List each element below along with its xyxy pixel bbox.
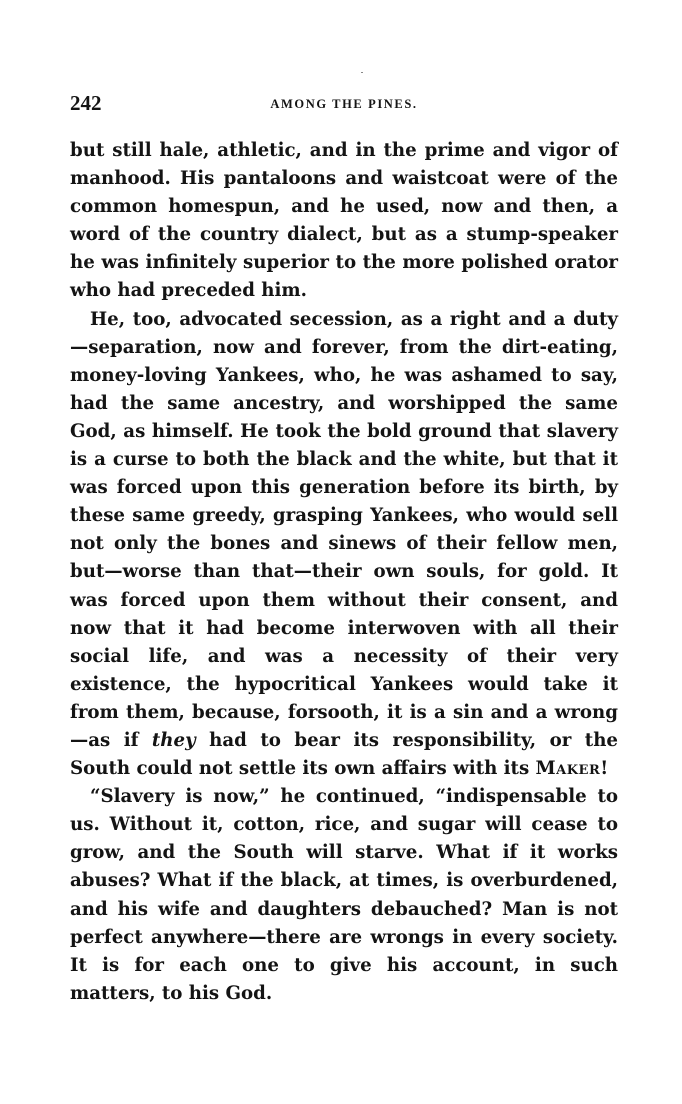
running-head <box>70 90 618 120</box>
italic-emphasis: they <box>151 729 196 751</box>
paragraph-text-part: ! <box>600 758 609 780</box>
body-text <box>70 137 618 1008</box>
paragraph-text-part: had to bear its responsibility, or the South could not settle its own affairs with its <box>70 729 619 780</box>
page-number: 242 <box>70 91 102 115</box>
print-speck <box>361 72 363 73</box>
paragraph-quotation: “Slavery is now,” he continued, “indispensable to us. Without it, cotton, rice, and sugar will cease to grow, and the South will starve. What if it works abuses? What if the black, at times, is overburdened, and his wife and daughters debauched? Man is not perfect anywhere—there are wrongs in every society. It is for each one to give his account, in such matters, to his God. <box>70 786 618 1004</box>
paragraph-text-part: He, too, advocated secession, as a right and a duty—separation, now and forever, from the dirt-eating, money-loving Yankees, who, he was ashamed to say, had the same ancestry, and worshipped the same God, as himself. He took the bold ground that slavery is a curse to both the black and the white, but that it was forced upon this generation before its birth, by these same greedy, grasping Yankees, who would sell not only the bones and sinews of their fellow men, but—worse than that—their own souls, for gold. It was forced upon them without their consent, and now that it had become interwoven with all their social life, and was a necessity of their very existence, the hypocritical Yankees would take it from them, because, forsooth, it is a sin and a wrong—as if <box>70 308 618 751</box>
paragraph-secession <box>70 306 618 784</box>
paragraph-continued: but still hale, athletic, and in the prime and vigor of manhood. His pantaloons and waistcoat were of the common homespun, and he used, now and then, a word of the country dialect, but as a stump-speaker he was infinitely superior to the more polished orator who had preceded him. <box>70 140 618 302</box>
running-title: AMONG THE PINES. <box>270 97 418 111</box>
small-caps-word: Maker <box>535 758 601 780</box>
